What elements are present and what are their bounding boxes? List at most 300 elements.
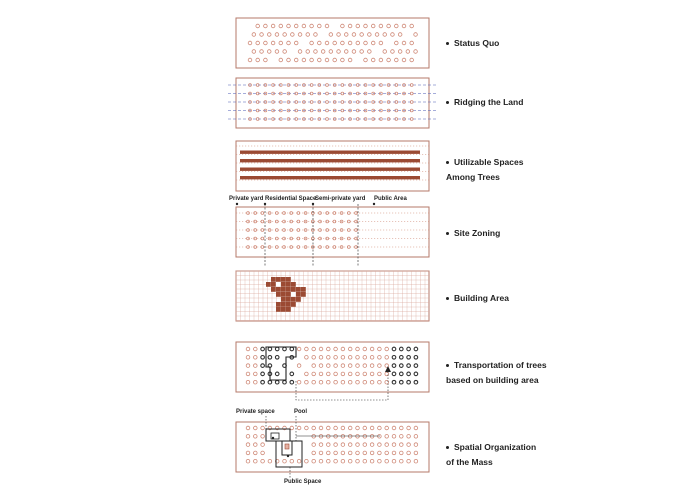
- tree-marker: [348, 347, 352, 351]
- tree-marker: [378, 347, 382, 351]
- tree-marker: [337, 50, 341, 54]
- tree-marker: [298, 50, 302, 54]
- tree-marker: [290, 372, 294, 376]
- tree-marker: [306, 33, 310, 37]
- tree-marker: [319, 459, 323, 463]
- tree-marker: [268, 356, 272, 360]
- tree-marker: [356, 459, 360, 463]
- tree-marker: [294, 24, 298, 28]
- tree-marker: [378, 372, 382, 376]
- tree-marker: [344, 50, 348, 54]
- tree-marker: [392, 426, 396, 430]
- tree-marker: [279, 24, 283, 28]
- tree-marker: [375, 33, 379, 37]
- tree-marker: [364, 24, 368, 28]
- tree-marker: [319, 426, 323, 430]
- tree-marker: [254, 347, 258, 351]
- tree-marker: [400, 451, 404, 455]
- tree-marker: [290, 347, 294, 351]
- tree-marker: [279, 41, 283, 45]
- tree-marker: [267, 33, 271, 37]
- tree-marker: [246, 459, 250, 463]
- tree-marker: [385, 459, 389, 463]
- tree-marker: [326, 84, 329, 87]
- tree-marker: [341, 443, 345, 447]
- tree-marker: [360, 33, 364, 37]
- building-cell: [276, 307, 281, 312]
- tree-marker: [414, 372, 418, 376]
- tree-marker: [341, 356, 345, 360]
- step-label-spatial-organization: Spatial Organization of the Mass: [446, 442, 537, 467]
- tree-marker: [252, 33, 256, 37]
- tree-marker: [341, 380, 345, 384]
- building-cell: [296, 287, 301, 292]
- tree-marker: [267, 50, 271, 54]
- tree-marker: [321, 50, 325, 54]
- step-label-status-quo: Status Quo: [446, 36, 499, 51]
- tree-marker: [378, 356, 382, 360]
- tree-marker: [407, 426, 411, 430]
- tree-marker: [368, 50, 372, 54]
- tree-marker: [254, 372, 258, 376]
- building-cell: [281, 277, 286, 282]
- tree-marker: [371, 58, 375, 62]
- tree-marker: [348, 459, 352, 463]
- tree-marker: [283, 380, 287, 384]
- building-cell: [286, 307, 291, 312]
- tree-marker: [327, 380, 331, 384]
- tree-marker: [268, 459, 272, 463]
- label-public-space: Public Space: [284, 479, 322, 485]
- tree-marker: [310, 58, 314, 62]
- tree-marker: [348, 24, 352, 28]
- tree-marker: [341, 364, 345, 368]
- tree-marker: [370, 347, 374, 351]
- tree-marker: [294, 41, 298, 45]
- tree-marker: [246, 347, 250, 351]
- tree-marker: [348, 380, 352, 384]
- tree-marker: [392, 347, 396, 351]
- tree-marker: [275, 33, 279, 37]
- tree-marker: [256, 24, 260, 28]
- building-cell: [286, 297, 291, 302]
- tree-marker: [261, 459, 265, 463]
- tree-marker: [363, 451, 367, 455]
- tree-marker: [341, 24, 345, 28]
- building-cell: [286, 277, 291, 282]
- tree-marker: [334, 356, 338, 360]
- tree-marker: [387, 58, 391, 62]
- tree-marker: [302, 58, 306, 62]
- tree-marker: [268, 347, 272, 351]
- panel-site-zoning: [236, 203, 429, 266]
- label-residential-space: Residential Space: [265, 196, 317, 202]
- tree-marker: [305, 380, 309, 384]
- tree-marker: [392, 372, 396, 376]
- panel-ridging: [228, 78, 437, 128]
- tree-marker: [275, 347, 279, 351]
- site-frame: [236, 141, 429, 191]
- tree-marker: [271, 41, 275, 45]
- building-cell: [271, 287, 276, 292]
- tree-marker: [414, 451, 418, 455]
- tree-marker: [344, 33, 348, 37]
- panel-transportation: [236, 342, 429, 400]
- tree-marker: [364, 58, 368, 62]
- building-cell: [266, 282, 271, 287]
- tree-marker: [294, 58, 298, 62]
- tree-marker: [385, 451, 389, 455]
- tree-marker: [370, 372, 374, 376]
- tree-marker: [341, 347, 345, 351]
- tree-marker: [310, 41, 314, 45]
- private-space-marker: [272, 437, 274, 439]
- tree-marker: [341, 58, 345, 62]
- building-cell: [296, 297, 301, 302]
- tree-marker: [246, 426, 250, 430]
- tree-marker: [312, 356, 316, 360]
- building-cell: [276, 277, 281, 282]
- building-cell: [301, 292, 306, 297]
- tree-marker: [370, 451, 374, 455]
- tree-marker: [275, 356, 279, 360]
- tree-marker: [306, 50, 310, 54]
- building-cell: [286, 292, 291, 297]
- tree-marker: [261, 380, 265, 384]
- tree-marker: [341, 426, 345, 430]
- step-label-transportation: Transportation of trees based on building area: [446, 360, 547, 385]
- tree-marker: [414, 435, 418, 439]
- tree-marker: [305, 426, 309, 430]
- tree-marker: [283, 459, 287, 463]
- tree-marker: [370, 443, 374, 447]
- tree-marker: [275, 50, 279, 54]
- tree-marker: [327, 426, 331, 430]
- tree-marker: [400, 426, 404, 430]
- tree-marker: [356, 24, 360, 28]
- tree-marker: [329, 50, 333, 54]
- tree-marker: [334, 380, 338, 384]
- tree-marker: [348, 426, 352, 430]
- tree-marker: [327, 364, 331, 368]
- tree-marker: [246, 380, 250, 384]
- tree-marker: [256, 41, 260, 45]
- panel-spatial-organization: [236, 416, 429, 479]
- zoning-marker-private-yard: [236, 203, 238, 205]
- tree-marker: [297, 364, 301, 368]
- panel-utilizable-spaces: [236, 141, 429, 191]
- tree-marker: [254, 380, 258, 384]
- tree-marker: [348, 41, 352, 45]
- tree-marker: [319, 372, 323, 376]
- tree-marker: [407, 364, 411, 368]
- tree-marker: [327, 372, 331, 376]
- tree-marker: [370, 364, 374, 368]
- tree-marker: [363, 356, 367, 360]
- tree-marker: [414, 459, 418, 463]
- tree-marker: [254, 364, 258, 368]
- building-cell: [286, 282, 291, 287]
- building-cell: [281, 282, 286, 287]
- label-private-yard: Private yard: [229, 196, 264, 202]
- tree-marker: [256, 58, 260, 62]
- tree-marker: [385, 426, 389, 430]
- tree-marker: [400, 380, 404, 384]
- tree-marker: [334, 451, 338, 455]
- building-cell: [276, 287, 281, 292]
- building-cell: [291, 297, 296, 302]
- tree-marker: [337, 33, 341, 37]
- tree-marker: [392, 435, 396, 439]
- tree-marker: [261, 435, 265, 439]
- tree-marker: [400, 356, 404, 360]
- tree-marker: [363, 372, 367, 376]
- tree-marker: [283, 33, 287, 37]
- tree-marker: [392, 380, 396, 384]
- building-cell: [271, 277, 276, 282]
- tree-marker: [407, 451, 411, 455]
- tree-marker: [395, 58, 399, 62]
- tree-marker: [319, 364, 323, 368]
- tree-marker: [287, 41, 291, 45]
- tree-marker: [410, 58, 414, 62]
- tree-marker: [352, 50, 356, 54]
- tree-marker: [327, 356, 331, 360]
- tree-marker: [305, 356, 309, 360]
- tree-marker: [326, 118, 329, 121]
- building-cell: [271, 282, 276, 287]
- tree-marker: [254, 356, 258, 360]
- tree-marker: [348, 372, 352, 376]
- tree-marker: [400, 459, 404, 463]
- tree-marker: [318, 24, 322, 28]
- tree-marker: [254, 435, 258, 439]
- tree-marker: [297, 459, 301, 463]
- tree-marker: [334, 443, 338, 447]
- tree-marker: [402, 24, 406, 28]
- tree-marker: [370, 459, 374, 463]
- tree-marker: [283, 50, 287, 54]
- tree-marker: [312, 451, 316, 455]
- tree-marker: [378, 443, 382, 447]
- tree-marker: [378, 426, 382, 430]
- pool-water: [285, 444, 289, 449]
- tree-marker: [348, 451, 352, 455]
- tree-marker: [414, 426, 418, 430]
- panel-status-quo: [236, 18, 429, 68]
- tree-marker: [371, 24, 375, 28]
- tree-marker: [391, 33, 395, 37]
- building-cell: [291, 287, 296, 292]
- tree-marker: [356, 451, 360, 455]
- tree-marker: [371, 41, 375, 45]
- tree-marker: [400, 443, 404, 447]
- tree-marker: [327, 347, 331, 351]
- tree-marker: [254, 459, 258, 463]
- tree-marker: [275, 380, 279, 384]
- building-cell: [286, 302, 291, 307]
- tree-marker: [261, 372, 265, 376]
- tree-marker: [402, 41, 406, 45]
- tree-marker: [287, 58, 291, 62]
- tree-marker: [312, 364, 316, 368]
- tree-marker: [400, 372, 404, 376]
- tree-marker: [392, 356, 396, 360]
- tree-marker: [334, 372, 338, 376]
- tree-marker: [356, 41, 360, 45]
- tree-marker: [410, 41, 414, 45]
- tree-marker: [341, 459, 345, 463]
- tree-marker: [334, 459, 338, 463]
- tree-marker: [385, 443, 389, 447]
- label-private-space: Private space: [236, 409, 275, 415]
- tree-marker: [379, 58, 383, 62]
- tree-marker: [310, 24, 314, 28]
- building-cell: [291, 282, 296, 287]
- tree-marker: [261, 356, 265, 360]
- tree-marker: [341, 372, 345, 376]
- tree-marker: [261, 443, 265, 447]
- tree-marker: [312, 380, 316, 384]
- tree-marker: [378, 451, 382, 455]
- tree-marker: [327, 459, 331, 463]
- tree-marker: [370, 426, 374, 430]
- tree-marker: [312, 426, 316, 430]
- building-cell: [281, 302, 286, 307]
- tree-marker: [279, 58, 283, 62]
- tree-marker: [392, 451, 396, 455]
- building-cell: [291, 302, 296, 307]
- panel-building-area: [236, 271, 429, 321]
- tree-marker: [407, 356, 411, 360]
- utilizable-strip: [240, 176, 420, 179]
- tree-marker: [325, 58, 329, 62]
- tree-marker: [407, 459, 411, 463]
- tree-marker: [400, 435, 404, 439]
- tree-marker: [287, 24, 291, 28]
- tree-marker: [326, 109, 329, 112]
- tree-marker: [406, 50, 410, 54]
- tree-marker: [318, 41, 322, 45]
- tree-marker: [312, 347, 316, 351]
- tree-marker: [261, 426, 265, 430]
- tree-marker: [314, 50, 318, 54]
- tree-marker: [305, 372, 309, 376]
- tree-marker: [297, 380, 301, 384]
- tree-marker: [363, 426, 367, 430]
- tree-marker: [407, 347, 411, 351]
- step-label-site-zoning: Site Zoning: [446, 226, 500, 241]
- building-cell: [281, 287, 286, 292]
- tree-marker: [370, 380, 374, 384]
- tree-marker: [291, 33, 295, 37]
- tree-marker: [261, 364, 265, 368]
- tree-marker: [246, 435, 250, 439]
- tree-marker: [356, 372, 360, 376]
- tree-marker: [392, 459, 396, 463]
- tree-marker: [248, 41, 252, 45]
- tree-marker: [261, 347, 265, 351]
- tree-marker: [264, 58, 268, 62]
- tree-marker: [363, 459, 367, 463]
- tree-marker: [398, 33, 402, 37]
- tree-marker: [348, 443, 352, 447]
- tree-marker: [360, 50, 364, 54]
- tree-marker: [414, 380, 418, 384]
- tree-marker: [385, 347, 389, 351]
- tree-marker: [261, 451, 265, 455]
- tree-marker: [302, 24, 306, 28]
- tree-marker: [414, 356, 418, 360]
- building-cell: [276, 302, 281, 307]
- tree-marker: [319, 443, 323, 447]
- tree-marker: [410, 24, 414, 28]
- tree-marker: [264, 41, 268, 45]
- tree-marker: [297, 426, 301, 430]
- tree-marker: [290, 380, 294, 384]
- tree-marker: [341, 451, 345, 455]
- tree-marker: [348, 58, 352, 62]
- tree-marker: [297, 347, 301, 351]
- tree-marker: [260, 33, 264, 37]
- tree-marker: [414, 50, 418, 54]
- step-label-utilizable: Utilizable Spaces Among Trees: [446, 157, 524, 182]
- step-label-ridging: Ridging the Land: [446, 95, 523, 110]
- tree-marker: [385, 356, 389, 360]
- tree-marker: [392, 443, 396, 447]
- tree-marker: [326, 101, 329, 104]
- tree-marker: [319, 380, 323, 384]
- tree-marker: [385, 435, 389, 439]
- tree-marker: [312, 443, 316, 447]
- utilizable-strip: [240, 159, 420, 162]
- tree-marker: [348, 356, 352, 360]
- tree-marker: [246, 356, 250, 360]
- building-cell: [276, 292, 281, 297]
- building-cell: [296, 292, 301, 297]
- tree-marker: [325, 24, 329, 28]
- tree-marker: [363, 380, 367, 384]
- tree-marker: [264, 24, 268, 28]
- tree-marker: [363, 443, 367, 447]
- tree-marker: [414, 33, 418, 37]
- tree-marker: [379, 24, 383, 28]
- site-frame: [236, 271, 429, 321]
- tree-marker: [314, 33, 318, 37]
- label-semi-private-yard: Semi-private yard: [315, 196, 366, 202]
- tree-marker: [248, 58, 252, 62]
- tree-marker: [334, 364, 338, 368]
- tree-marker: [298, 33, 302, 37]
- tree-marker: [305, 347, 309, 351]
- tree-marker: [319, 347, 323, 351]
- tree-marker: [334, 347, 338, 351]
- tree-marker: [352, 33, 356, 37]
- tree-marker: [246, 451, 250, 455]
- tree-marker: [356, 347, 360, 351]
- building-void: [291, 292, 296, 297]
- building-cell: [281, 297, 286, 302]
- tree-marker: [271, 24, 275, 28]
- tree-marker: [378, 380, 382, 384]
- tree-marker: [290, 459, 294, 463]
- tree-marker: [391, 50, 395, 54]
- tree-marker: [254, 443, 258, 447]
- tree-marker: [341, 41, 345, 45]
- tree-marker: [363, 364, 367, 368]
- tree-marker: [327, 451, 331, 455]
- tree-marker: [364, 41, 368, 45]
